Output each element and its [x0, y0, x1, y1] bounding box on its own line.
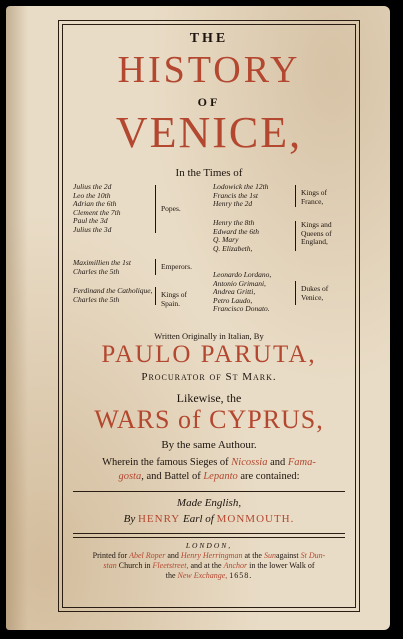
place-nicossia: Nicossia — [231, 457, 268, 468]
sign-sun: Sun — [263, 551, 276, 560]
ruler-name: Leonardo Lordano, — [213, 270, 272, 279]
text-fragment: are contained: — [240, 471, 300, 482]
ruler-name: Charles the 5th — [73, 266, 120, 276]
group-label: Dukes of Venice, — [301, 284, 329, 302]
ruler-name: Leo the 10th — [73, 190, 111, 200]
translator-monmouth: MONMOUTH. — [216, 513, 295, 525]
text-fragment: and — [167, 551, 179, 560]
text-fragment: against — [275, 551, 299, 560]
place-st-dunstan: St Dun- — [300, 551, 326, 560]
ruler-name: Lodowick the 12th — [213, 182, 269, 191]
brace — [155, 287, 159, 305]
sieges-line-2 — [63, 471, 355, 482]
text-fragment: Church in — [118, 561, 151, 570]
place-new-exchange: New Exchange, — [177, 571, 228, 580]
dukes-list — [213, 271, 271, 314]
ruler-name: Andrea Gritti, — [213, 287, 256, 297]
double-divider — [73, 533, 345, 538]
same-author-line: By the same Authour. — [161, 439, 257, 451]
emperors-list — [73, 259, 131, 276]
group-label: Emperors. — [161, 262, 193, 271]
divider — [73, 491, 345, 492]
dukes-label — [301, 285, 349, 302]
publisher-herringman: Henry Herringman — [180, 551, 243, 560]
title-venice: VENICE, — [115, 108, 303, 157]
text-fragment: and — [270, 457, 286, 468]
popes-list — [73, 183, 121, 235]
place-famagosta-cont: gosta — [118, 471, 142, 482]
emperors-label — [161, 263, 192, 272]
kings-france-label — [301, 189, 349, 206]
translator-line — [63, 513, 355, 525]
text-fragment: at the — [244, 551, 262, 560]
text-fragment: the — [165, 571, 176, 580]
ruler-name: Q. Elizabeth, — [213, 243, 253, 253]
title-page — [6, 6, 390, 630]
text-fragment: and at the — [190, 561, 222, 570]
ruler-name: Maximillien the 1st — [73, 258, 131, 267]
ruler-name: Paul the 3d — [73, 216, 108, 226]
kings-england-label — [301, 221, 353, 247]
ruler-name: Charles the 5th — [73, 294, 120, 304]
ruler-name: Henry the 8th — [213, 218, 255, 227]
written-originally: Written Originally in Italian, By — [154, 331, 264, 341]
ruler-name: Edward the 6th — [213, 226, 259, 236]
text-fragment: Earl of — [183, 513, 214, 525]
wars-title: WARS of CYPRUS, — [94, 405, 324, 434]
ruler-name: Francis the 1st — [213, 190, 258, 200]
text-fragment: , and Battel of — [141, 471, 201, 482]
imprint-block — [71, 551, 347, 581]
imprint-line-3 — [71, 571, 347, 581]
imprint-london: LONDON, — [185, 541, 233, 550]
group-label: Kings of France, — [301, 188, 328, 206]
kings-england-list — [213, 219, 259, 253]
ruler-name: Julius the 2d — [73, 182, 112, 191]
title-history: HISTORY — [117, 49, 301, 91]
procurator-line: Procurator of St Mark. — [141, 371, 277, 383]
kings-france-list — [213, 183, 268, 209]
popes-label — [161, 205, 181, 214]
brace — [155, 259, 159, 275]
ruler-name: Francisco Donato. — [213, 304, 270, 314]
sieges-line-1 — [63, 457, 355, 468]
brace — [295, 185, 299, 207]
ruler-name: Julius the 3d — [73, 224, 112, 234]
title-of: OF — [197, 95, 221, 109]
ruler-name: Q. Mary — [213, 235, 239, 245]
group-label: Kings of Spain. — [161, 290, 188, 308]
page-border — [58, 20, 360, 612]
title-the: THE — [189, 31, 229, 46]
imprint-line-2 — [71, 561, 347, 571]
translator-henry: HENRY — [137, 513, 181, 525]
likewise-line: Likewise, the — [176, 391, 242, 405]
made-english: Made English, — [176, 497, 242, 509]
brace — [295, 281, 299, 305]
brace — [295, 221, 299, 251]
place-fleetstreet: Fleetstreet, — [152, 561, 189, 570]
text-fragment: By — [123, 513, 136, 525]
author-name: PAULO PARUTA, — [101, 341, 317, 368]
ruler-name: Petro Laudo, — [213, 295, 253, 305]
sign-anchor: Anchor — [223, 561, 248, 570]
publisher-roper: Abel Roper — [129, 551, 166, 560]
ruler-name: Ferdinand the Catholique, — [73, 286, 153, 295]
ruler-name: Antonio Grimani, — [213, 278, 266, 288]
group-label: Kings and Queens of England, — [301, 220, 332, 247]
text-fragment: Printed for — [92, 551, 128, 560]
place-stan: stan — [103, 561, 117, 570]
kings-spain-label — [161, 291, 201, 308]
ruler-name: Henry the 2d — [213, 199, 253, 209]
group-label: Popes. — [161, 204, 181, 213]
imprint-line-1 — [71, 551, 347, 561]
in-times-heading: In the Times of — [175, 167, 243, 179]
place-lepanto: Lepanto — [203, 471, 238, 482]
brace — [155, 185, 159, 233]
imprint-year: 1658. — [229, 571, 253, 580]
kings-spain-list — [73, 287, 153, 304]
ruler-name: Adrian the 6th — [73, 199, 117, 209]
text-fragment: Wherein the famous Sieges of — [102, 457, 229, 468]
ruler-name: Clement the 7th — [73, 207, 121, 217]
place-famagosta: Fama- — [287, 457, 316, 468]
page-border-inner — [62, 24, 356, 608]
text-fragment: in the lower Walk of — [249, 561, 315, 570]
